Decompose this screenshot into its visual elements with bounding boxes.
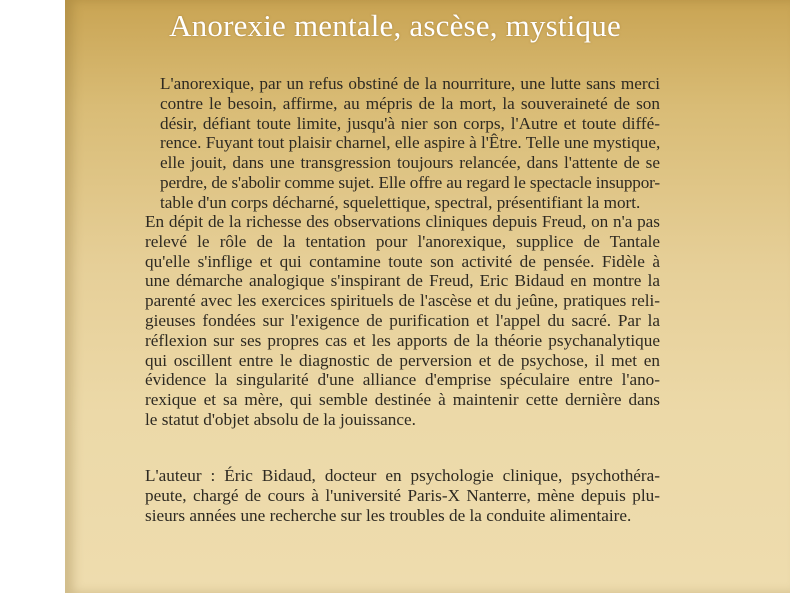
- text-line: En dépit de la richesse des observations cliniques depuis Freud, on n'a pas: [145, 212, 660, 231]
- text-line: réflexion sur ses propres cas et les apports de la théorie psychanalytique: [145, 330, 660, 350]
- text-line: sieurs années une recherche sur les troubles de la conduite alimentaire.: [145, 505, 632, 525]
- text-line: une démarche analogique s'inspirant de Freud, Eric Bidaud en montre la: [145, 271, 660, 291]
- text-line: L'anorexique, par un refus obstiné de la nourriture, une lutte sans merci: [160, 74, 660, 93]
- synopsis-paragraph-2: [145, 212, 660, 430]
- author-bio-paragraph: [145, 466, 660, 525]
- synopsis-paragraph-1: [160, 74, 660, 213]
- text-line: désir, défiant toute limite, jusqu'à nier son corps, l'Autre et toute diffé-: [160, 113, 660, 133]
- text-line: rexique et sa mère, qui semble destinée à maintenir cette dernière dans: [145, 390, 660, 410]
- text-line: peute, chargé de cours à l'université Paris-X Nanterre, mène depuis plu-: [145, 485, 660, 505]
- text-line: L'auteur : Éric Bidaud, docteur en psychologie clinique, psychothéra-: [145, 466, 660, 485]
- text-line: parenté avec les exercices spirituels de l'ascèse et du jeûne, pratiques reli-: [145, 291, 660, 311]
- text-line: gieuses fondées sur l'exigence de purification et l'appel du sacré. Par la: [145, 310, 660, 330]
- text-line: rence. Fuyant tout plaisir charnel, elle aspire à l'Être. Telle une mystique,: [160, 133, 661, 153]
- text-line: relevé le rôle de la tentation pour l'anorexique, supplice de Tantale: [145, 231, 660, 251]
- text-line: table d'un corps décharné, squelettique, spectral, présentifiant la mort.: [160, 192, 641, 212]
- text-line: qu'elle s'inflige et qui contamine toute son activité de pensée. Fidèle à: [145, 251, 660, 271]
- text-line: elle jouit, dans une transgression toujours relancée, dans l'attente de se: [160, 153, 660, 173]
- text-line: évidence la singularité d'une alliance d'emprise spéculaire entre l'ano-: [145, 370, 660, 390]
- text-line: contre le besoin, affirme, au mépris de la mort, la souveraineté de son: [160, 93, 660, 113]
- text-line: qui oscillent entre le diagnostic de perversion et de psychose, il met en: [145, 350, 660, 370]
- text-line: perdre, de s'abolir comme sujet. Elle offre au regard le spectacle insuppor-: [160, 172, 660, 192]
- text-line: le statut d'objet absolu de la jouissance.: [145, 409, 416, 429]
- book-title: Anorexie mentale, ascèse, mystique: [169, 8, 621, 43]
